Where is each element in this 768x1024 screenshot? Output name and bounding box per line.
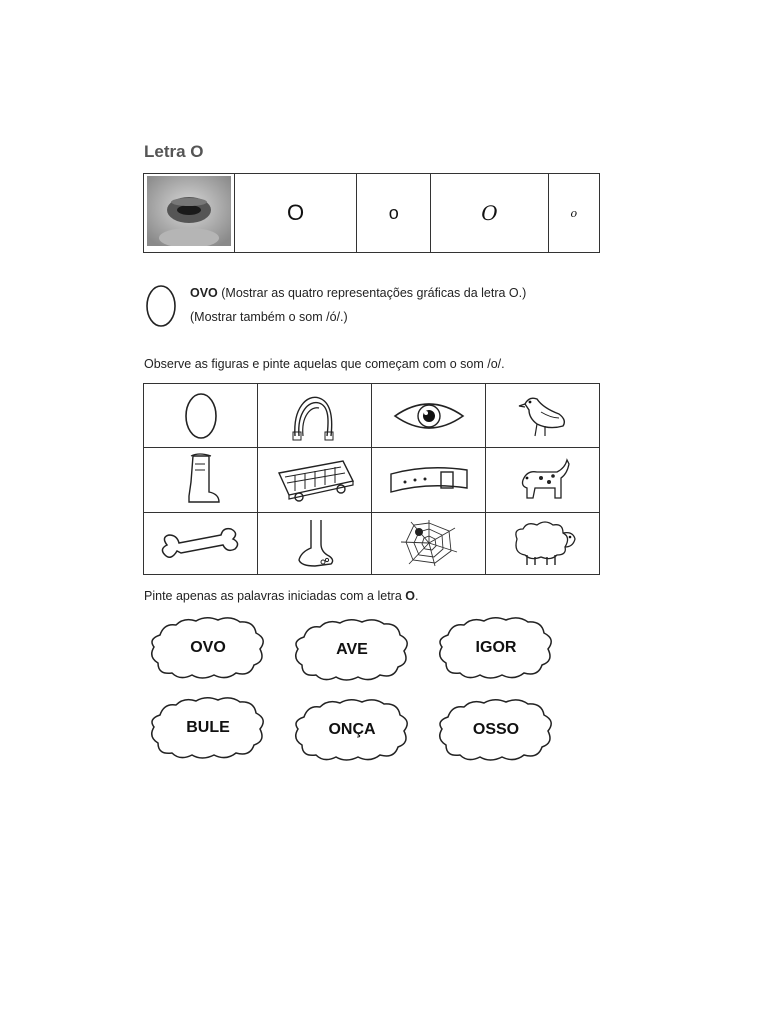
figure-cell xyxy=(486,512,600,574)
word-cloud-ave[interactable] xyxy=(290,617,414,683)
word-label: AVE xyxy=(336,641,368,658)
figure-cell xyxy=(372,384,486,448)
figures-instruction: Observe as figuras e pinte aquelas que começam com o som /o/. xyxy=(144,357,505,371)
figure-cell xyxy=(486,384,600,448)
word-cloud-igor[interactable] xyxy=(434,615,558,681)
word-label: OVO xyxy=(190,639,226,656)
word-label: IGOR xyxy=(475,639,517,656)
word-label: OSSO xyxy=(472,721,520,738)
rope-icon xyxy=(285,388,345,444)
word-cloud-osso[interactable] xyxy=(434,697,558,763)
figure-cell xyxy=(258,448,372,512)
figure-cell xyxy=(372,512,486,574)
figure-cell xyxy=(144,448,258,512)
foot-icon xyxy=(293,516,337,570)
bus-icon xyxy=(273,455,357,505)
bone-icon xyxy=(159,521,243,565)
figures-table xyxy=(143,383,600,575)
belt-icon xyxy=(387,460,471,500)
figure-cell xyxy=(144,384,258,448)
egg-icon xyxy=(144,283,178,329)
mouth-photo-icon xyxy=(147,176,231,246)
letter-uppercase-cursive: O xyxy=(431,174,548,253)
word-cloud-bule[interactable] xyxy=(146,695,270,761)
letter-lowercase-print: o xyxy=(357,174,431,253)
egg-icon xyxy=(181,389,221,443)
bird-icon xyxy=(515,390,571,442)
figure-cell xyxy=(144,512,258,574)
figure-cell xyxy=(372,448,486,512)
figure-cell xyxy=(258,384,372,448)
word-label: BULE xyxy=(186,719,230,736)
word-label: ONÇA xyxy=(328,721,376,738)
word-cloud-ovo[interactable] xyxy=(146,615,270,681)
figure-cell xyxy=(486,448,600,512)
boot-icon xyxy=(179,452,223,508)
mouth-photo-cell xyxy=(144,174,235,253)
words-instruction: Pinte apenas as palavras iniciadas com a letra O. xyxy=(144,589,419,603)
eye-icon xyxy=(391,396,467,436)
dog-icon xyxy=(513,454,573,506)
letter-forms-table xyxy=(143,173,600,253)
ovo-note-line2: (Mostrar também o som /ó/.) xyxy=(190,310,348,324)
word-cloud-onca[interactable] xyxy=(290,697,414,763)
letter-lowercase-cursive: o xyxy=(548,174,599,253)
letter-uppercase-print: O xyxy=(235,174,357,253)
page-title: Letra O xyxy=(144,142,204,161)
spider-web-icon xyxy=(399,518,459,568)
figure-cell xyxy=(258,512,372,574)
ovo-note-line1: OVO (Mostrar as quatro representações gráficas da letra O.) xyxy=(190,286,527,300)
sheep-icon xyxy=(507,517,579,569)
